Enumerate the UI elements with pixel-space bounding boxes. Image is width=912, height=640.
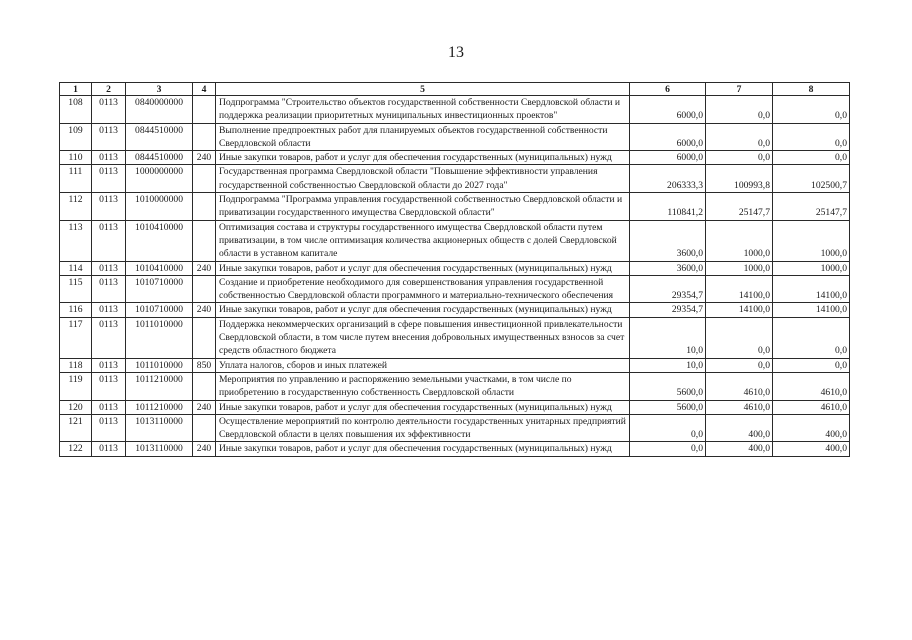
amount-col7-cell: 25147,7: [706, 193, 773, 221]
row-number-cell: 109: [60, 123, 92, 151]
section-code-cell: 0113: [92, 275, 126, 303]
table-row: [60, 303, 850, 317]
budget-table: [59, 82, 850, 457]
amount-col6-cell: 0,0: [630, 442, 706, 456]
table-row: [60, 220, 850, 261]
target-code-cell: 1011210000: [126, 400, 193, 414]
section-code-cell: 0113: [92, 358, 126, 372]
amount-col6-cell: 5600,0: [630, 400, 706, 414]
expense-type-cell: [193, 317, 216, 358]
column-header: 5: [216, 83, 630, 96]
section-code-cell: 0113: [92, 442, 126, 456]
expense-type-cell: [193, 414, 216, 442]
amount-col6-cell: 206333,3: [630, 165, 706, 193]
expense-type-cell: [193, 193, 216, 221]
section-code-cell: 0113: [92, 193, 126, 221]
section-code-cell: 0113: [92, 372, 126, 400]
amount-col7-cell: 1000,0: [706, 261, 773, 275]
amount-col8-cell: 0,0: [773, 123, 850, 151]
amount-col6-cell: 0,0: [630, 414, 706, 442]
target-code-cell: 0844510000: [126, 151, 193, 165]
table-row: [60, 96, 850, 124]
section-code-cell: 0113: [92, 220, 126, 261]
row-number-cell: 122: [60, 442, 92, 456]
row-number-cell: 118: [60, 358, 92, 372]
table-row: [60, 358, 850, 372]
target-code-cell: 0844510000: [126, 123, 193, 151]
amount-col8-cell: 25147,7: [773, 193, 850, 221]
item-name-cell: Иные закупки товаров, работ и услуг для обеспечения государственных (муниципальных) нужд: [216, 151, 630, 165]
target-code-cell: 0840000000: [126, 96, 193, 124]
amount-col8-cell: 0,0: [773, 151, 850, 165]
target-code-cell: 1010000000: [126, 193, 193, 221]
item-name-cell: Мероприятия по управлению и распоряжению земельными участками, в том числе по приобретению в государственную собственность Свердловской области: [216, 372, 630, 400]
item-name-cell: Иные закупки товаров, работ и услуг для обеспечения государственных (муниципальных) нужд: [216, 442, 630, 456]
expense-type-cell: 240: [193, 442, 216, 456]
row-number-cell: 112: [60, 193, 92, 221]
expense-type-cell: [193, 372, 216, 400]
item-name-cell: Иные закупки товаров, работ и услуг для обеспечения государственных (муниципальных) нужд: [216, 400, 630, 414]
target-code-cell: 1013110000: [126, 442, 193, 456]
amount-col6-cell: 6000,0: [630, 96, 706, 124]
item-name-cell: Иные закупки товаров, работ и услуг для обеспечения государственных (муниципальных) нужд: [216, 303, 630, 317]
amount-col8-cell: 400,0: [773, 442, 850, 456]
amount-col7-cell: 0,0: [706, 96, 773, 124]
section-code-cell: 0113: [92, 123, 126, 151]
item-name-cell: Осуществление мероприятий по контролю деятельности государственных унитарных предприятий Свердловской области в целях повышения их эффективности: [216, 414, 630, 442]
amount-col7-cell: 4610,0: [706, 372, 773, 400]
item-name-cell: Подпрограмма "Программа управления государственной собственностью Свердловской области и приватизации государственного имущества Свердловской области": [216, 193, 630, 221]
target-code-cell: 1000000000: [126, 165, 193, 193]
section-code-cell: 0113: [92, 303, 126, 317]
page-number: 13: [448, 44, 464, 61]
expense-type-cell: [193, 123, 216, 151]
row-number-cell: 120: [60, 400, 92, 414]
expense-type-cell: [193, 96, 216, 124]
amount-col8-cell: 14100,0: [773, 275, 850, 303]
row-number-cell: 114: [60, 261, 92, 275]
table-row: [60, 400, 850, 414]
amount-col7-cell: 0,0: [706, 358, 773, 372]
target-code-cell: 1010710000: [126, 303, 193, 317]
section-code-cell: 0113: [92, 317, 126, 358]
table-row: [60, 442, 850, 456]
row-number-cell: 113: [60, 220, 92, 261]
table-body: [60, 96, 850, 457]
row-number-cell: 116: [60, 303, 92, 317]
column-header: 4: [193, 83, 216, 96]
section-code-cell: 0113: [92, 400, 126, 414]
target-code-cell: 1013110000: [126, 414, 193, 442]
table-row: [60, 193, 850, 221]
table-header-row: [60, 83, 850, 96]
amount-col6-cell: 6000,0: [630, 151, 706, 165]
expense-type-cell: 240: [193, 303, 216, 317]
expense-type-cell: 240: [193, 261, 216, 275]
table-row: [60, 151, 850, 165]
table-row: [60, 165, 850, 193]
amount-col8-cell: 4610,0: [773, 400, 850, 414]
amount-col6-cell: 5600,0: [630, 372, 706, 400]
expense-type-cell: 850: [193, 358, 216, 372]
amount-col7-cell: 0,0: [706, 123, 773, 151]
item-name-cell: Иные закупки товаров, работ и услуг для обеспечения государственных (муниципальных) нужд: [216, 261, 630, 275]
amount-col7-cell: 14100,0: [706, 303, 773, 317]
column-header: 3: [126, 83, 193, 96]
target-code-cell: 1010710000: [126, 275, 193, 303]
amount-col7-cell: 400,0: [706, 442, 773, 456]
amount-col7-cell: 0,0: [706, 317, 773, 358]
row-number-cell: 110: [60, 151, 92, 165]
amount-col6-cell: 110841,2: [630, 193, 706, 221]
column-header: 7: [706, 83, 773, 96]
amount-col8-cell: 0,0: [773, 96, 850, 124]
row-number-cell: 115: [60, 275, 92, 303]
item-name-cell: Поддержка некоммерческих организаций в сфере повышения инвестиционной привлекательности Свердловской области, в том числе путем внесения добровольных имущественных взносов за счет средств областного бюджета: [216, 317, 630, 358]
amount-col8-cell: 4610,0: [773, 372, 850, 400]
amount-col7-cell: 4610,0: [706, 400, 773, 414]
column-header: 1: [60, 83, 92, 96]
column-header: 6: [630, 83, 706, 96]
amount-col8-cell: 14100,0: [773, 303, 850, 317]
expense-type-cell: [193, 275, 216, 303]
column-header: 8: [773, 83, 850, 96]
section-code-cell: 0113: [92, 165, 126, 193]
amount-col7-cell: 400,0: [706, 414, 773, 442]
expense-type-cell: 240: [193, 400, 216, 414]
amount-col6-cell: 10,0: [630, 317, 706, 358]
row-number-cell: 108: [60, 96, 92, 124]
amount-col7-cell: 0,0: [706, 151, 773, 165]
amount-col8-cell: 400,0: [773, 414, 850, 442]
row-number-cell: 119: [60, 372, 92, 400]
section-code-cell: 0113: [92, 261, 126, 275]
amount-col7-cell: 100993,8: [706, 165, 773, 193]
amount-col8-cell: 1000,0: [773, 220, 850, 261]
amount-col8-cell: 0,0: [773, 358, 850, 372]
expense-type-cell: [193, 165, 216, 193]
column-header: 2: [92, 83, 126, 96]
item-name-cell: Уплата налогов, сборов и иных платежей: [216, 358, 630, 372]
item-name-cell: Государственная программа Свердловской области "Повышение эффективности управления государственной собственностью Свердловской области до 2027 года": [216, 165, 630, 193]
item-name-cell: Выполнение предпроектных работ для планируемых объектов государственной собственности Свердловской области: [216, 123, 630, 151]
target-code-cell: 1011210000: [126, 372, 193, 400]
section-code-cell: 0113: [92, 151, 126, 165]
item-name-cell: Создание и приобретение необходимого для совершенствования управления государственной собственностью Свердловской области программного и материально-технического обеспечения: [216, 275, 630, 303]
amount-col6-cell: 29354,7: [630, 275, 706, 303]
item-name-cell: Подпрограмма "Строительство объектов государственной собственности Свердловской области и поддержка реализации приоритетных муниципальных инвестиционных проектов": [216, 96, 630, 124]
amount-col6-cell: 3600,0: [630, 220, 706, 261]
target-code-cell: 1011010000: [126, 317, 193, 358]
amount-col6-cell: 10,0: [630, 358, 706, 372]
amount-col7-cell: 1000,0: [706, 220, 773, 261]
table-row: [60, 414, 850, 442]
section-code-cell: 0113: [92, 414, 126, 442]
table-row: [60, 317, 850, 358]
row-number-cell: 111: [60, 165, 92, 193]
amount-col6-cell: 6000,0: [630, 123, 706, 151]
amount-col7-cell: 14100,0: [706, 275, 773, 303]
expense-type-cell: 240: [193, 151, 216, 165]
amount-col6-cell: 3600,0: [630, 261, 706, 275]
table-row: [60, 275, 850, 303]
section-code-cell: 0113: [92, 96, 126, 124]
table-row: [60, 261, 850, 275]
amount-col8-cell: 0,0: [773, 317, 850, 358]
row-number-cell: 121: [60, 414, 92, 442]
amount-col6-cell: 29354,7: [630, 303, 706, 317]
target-code-cell: 1011010000: [126, 358, 193, 372]
expense-type-cell: [193, 220, 216, 261]
item-name-cell: Оптимизация состава и структуры государственного имущества Свердловской области путем приватизации, в том числе оптимизация количества акционерных обществ с долей Свердловской области в уставном капитале: [216, 220, 630, 261]
amount-col8-cell: 102500,7: [773, 165, 850, 193]
row-number-cell: 117: [60, 317, 92, 358]
target-code-cell: 1010410000: [126, 220, 193, 261]
table-row: [60, 123, 850, 151]
amount-col8-cell: 1000,0: [773, 261, 850, 275]
target-code-cell: 1010410000: [126, 261, 193, 275]
table-row: [60, 372, 850, 400]
